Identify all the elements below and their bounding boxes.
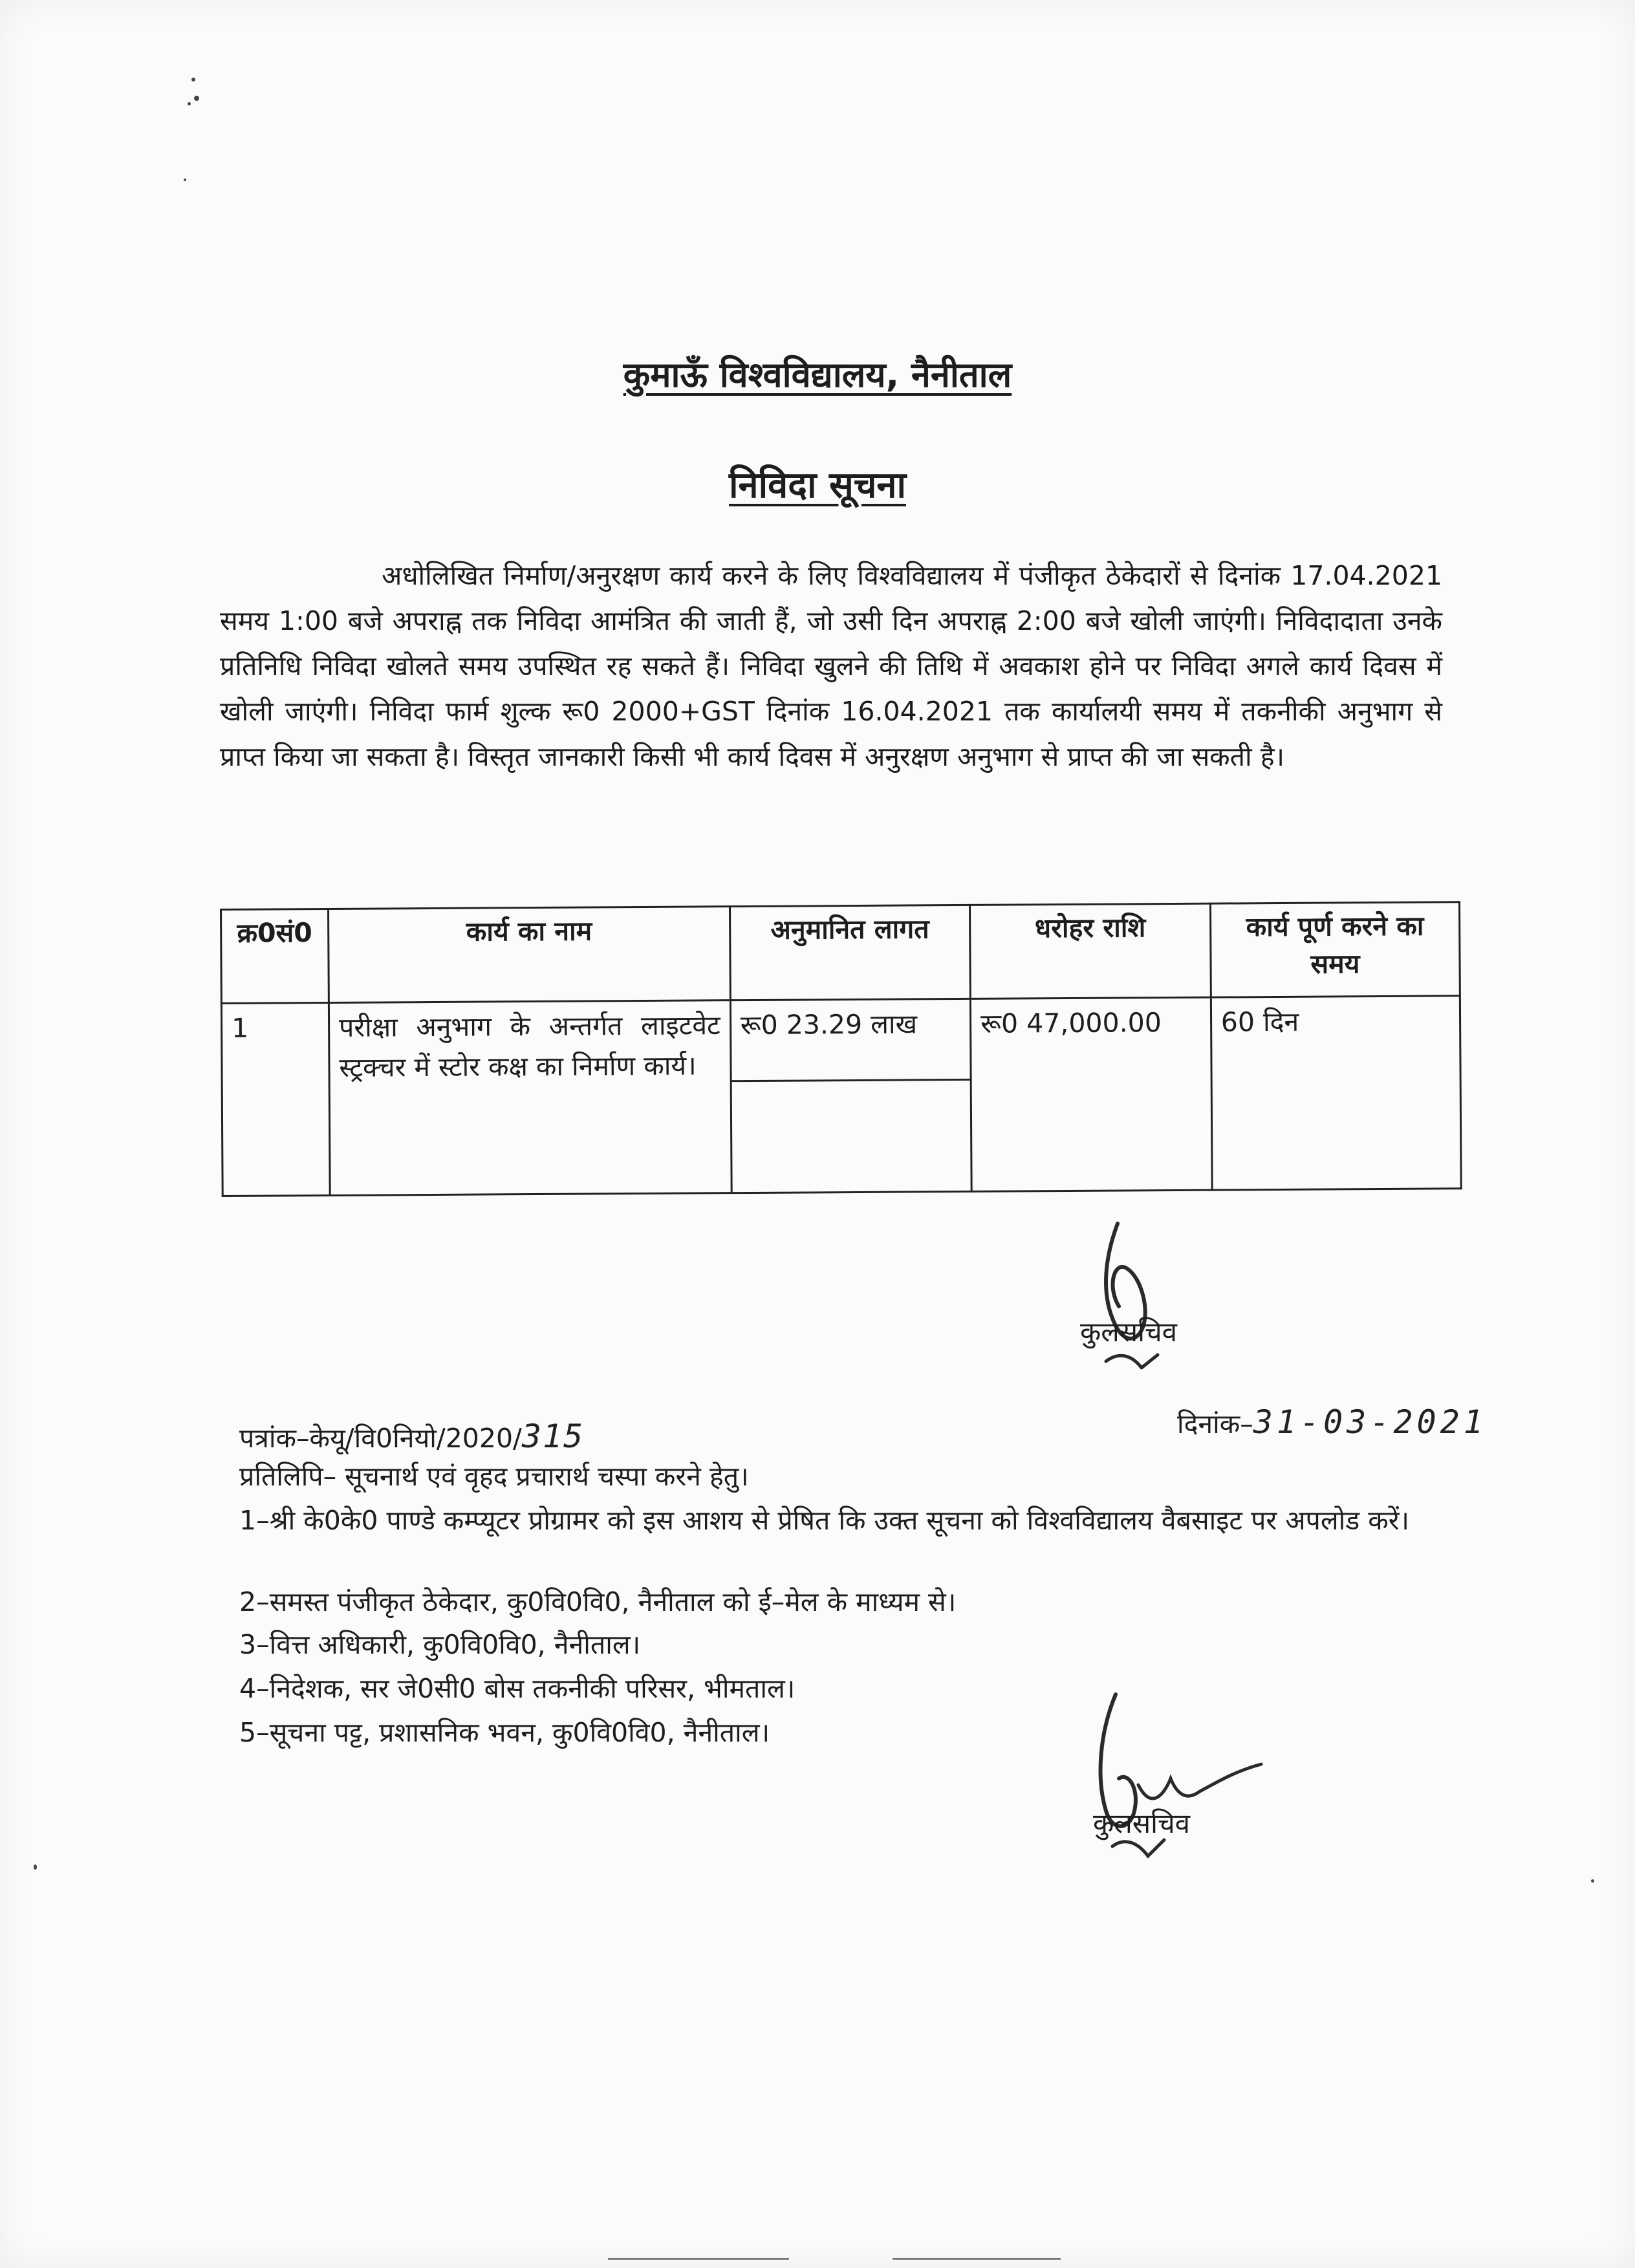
registrar-signature bbox=[1080, 1216, 1248, 1384]
copy-to-item: 1–श्री के0के0 पाण्डे कम्प्यूटर प्रोग्रामर को इस आशय से प्रेषित कि उक्त सूचना को विश्वविद्यालय वैबसाइट पर अपलोड करें। bbox=[239, 1505, 1410, 1536]
copy-to-item: 5–सूचना पट्ट, प्रशासनिक भवन, कु0वि0वि0, नैनीताल। bbox=[239, 1717, 770, 1748]
scan-edge-line bbox=[893, 2258, 1061, 2260]
scan-speck bbox=[184, 178, 186, 181]
scan-speck bbox=[191, 78, 195, 81]
reference-number bbox=[239, 1418, 584, 1456]
reference-handwritten: 315 bbox=[521, 1418, 585, 1455]
table-row bbox=[221, 996, 1461, 1196]
cell-completion-time: 60 दिन bbox=[1211, 996, 1461, 1190]
notice-body: अधोलिखित निर्माण/अनुरक्षण कार्य करने के लिए विश्वविद्यालय में पंजीकृत ठेकेदारों से दिनांक 17.04.2021 समय 1:00 बजे अपराह्न तक निविदा आमंत्रित की जाती हैं, जो उसी दिन अपराह्न 2:00 बजे खोली जाएंगी। निविदादाता उनके प्रतिनिधि निविदा खोलते समय उपस्थित रह सकते हैं। निविदा खुलने की तिथि में अवकाश होने पर निविदा अगले कार्य दिवस में खोली जाएंगी। निविदा फार्म शुल्क रू0 2000+GST दिनांक 16.04.2021 तक कार्यालयी समय में तकनीकी अनुभाग से प्राप्त किया जा सकता है। विस्तृत जानकारी किसी भी कार्य दिवस में अनुरक्षण अनुभाग से प्राप्त की जा सकती है। bbox=[220, 560, 1442, 772]
copy-to-heading: प्रतिलिपि– सूचनार्थ एवं वृहद प्रचारार्थ चस्पा करने हेतु। bbox=[239, 1461, 749, 1492]
reference-printed: पत्रांक–केयू/वि0नियो/2020/ bbox=[239, 1423, 522, 1454]
copy-to-item: 3–वित्त अधिकारी, कु0वि0वि0, नैनीताल। bbox=[239, 1629, 641, 1660]
copy-to-item: 4–निदेशक, सर जे0सी0 बोस तकनीकी परिसर, भीमताल। bbox=[239, 1673, 796, 1704]
header-completion-time: कार्य पूर्ण करने का समय bbox=[1210, 902, 1460, 997]
copy-to-item: 2–समस्त पंजीकृत ठेकेदार, कु0वि0वि0, नैनीताल को ई–मेल के माध्यम से। bbox=[239, 1586, 957, 1617]
cell-estimated-cost bbox=[730, 999, 971, 1193]
reference-date bbox=[1177, 1403, 1487, 1442]
header-serial: क्र0सं0 bbox=[221, 909, 329, 1003]
scan-speck bbox=[194, 96, 199, 101]
scan-speck bbox=[34, 1864, 37, 1870]
cost-value: रू0 23.29 लाख bbox=[731, 1000, 970, 1082]
header-earnest-money: धरोहर राशि bbox=[970, 903, 1211, 999]
table-header-row bbox=[221, 902, 1460, 1004]
tender-table bbox=[220, 901, 1462, 1197]
date-handwritten: 31-03-2021 bbox=[1253, 1403, 1487, 1441]
scan-speck bbox=[188, 102, 191, 105]
notice-title: निविदा सूचना bbox=[729, 464, 906, 506]
header-work-name: कार्य का नाम bbox=[328, 907, 730, 1003]
cell-work-name: परीक्षा अनुभाग के अन्तर्गत लाइटवेट स्ट्रक्चर में स्टोर कक्ष का निर्माण कार्य। bbox=[329, 1000, 731, 1196]
university-title: कुमाऊँ विश्वविद्यालय, नैनीताल bbox=[623, 354, 1012, 395]
scan-speck bbox=[1591, 1879, 1594, 1883]
scan-edge-line bbox=[608, 2258, 789, 2260]
date-label: दिनांक– bbox=[1177, 1409, 1253, 1440]
cell-serial: 1 bbox=[221, 1002, 330, 1196]
cell-earnest-money: रू0 47,000.00 bbox=[970, 997, 1211, 1191]
header-estimated-cost: अनुमानित लागत bbox=[730, 905, 970, 1000]
registrar-title: कुलसचिव bbox=[1093, 1808, 1191, 1839]
registrar-title: कुलसचिव bbox=[1080, 1316, 1178, 1348]
